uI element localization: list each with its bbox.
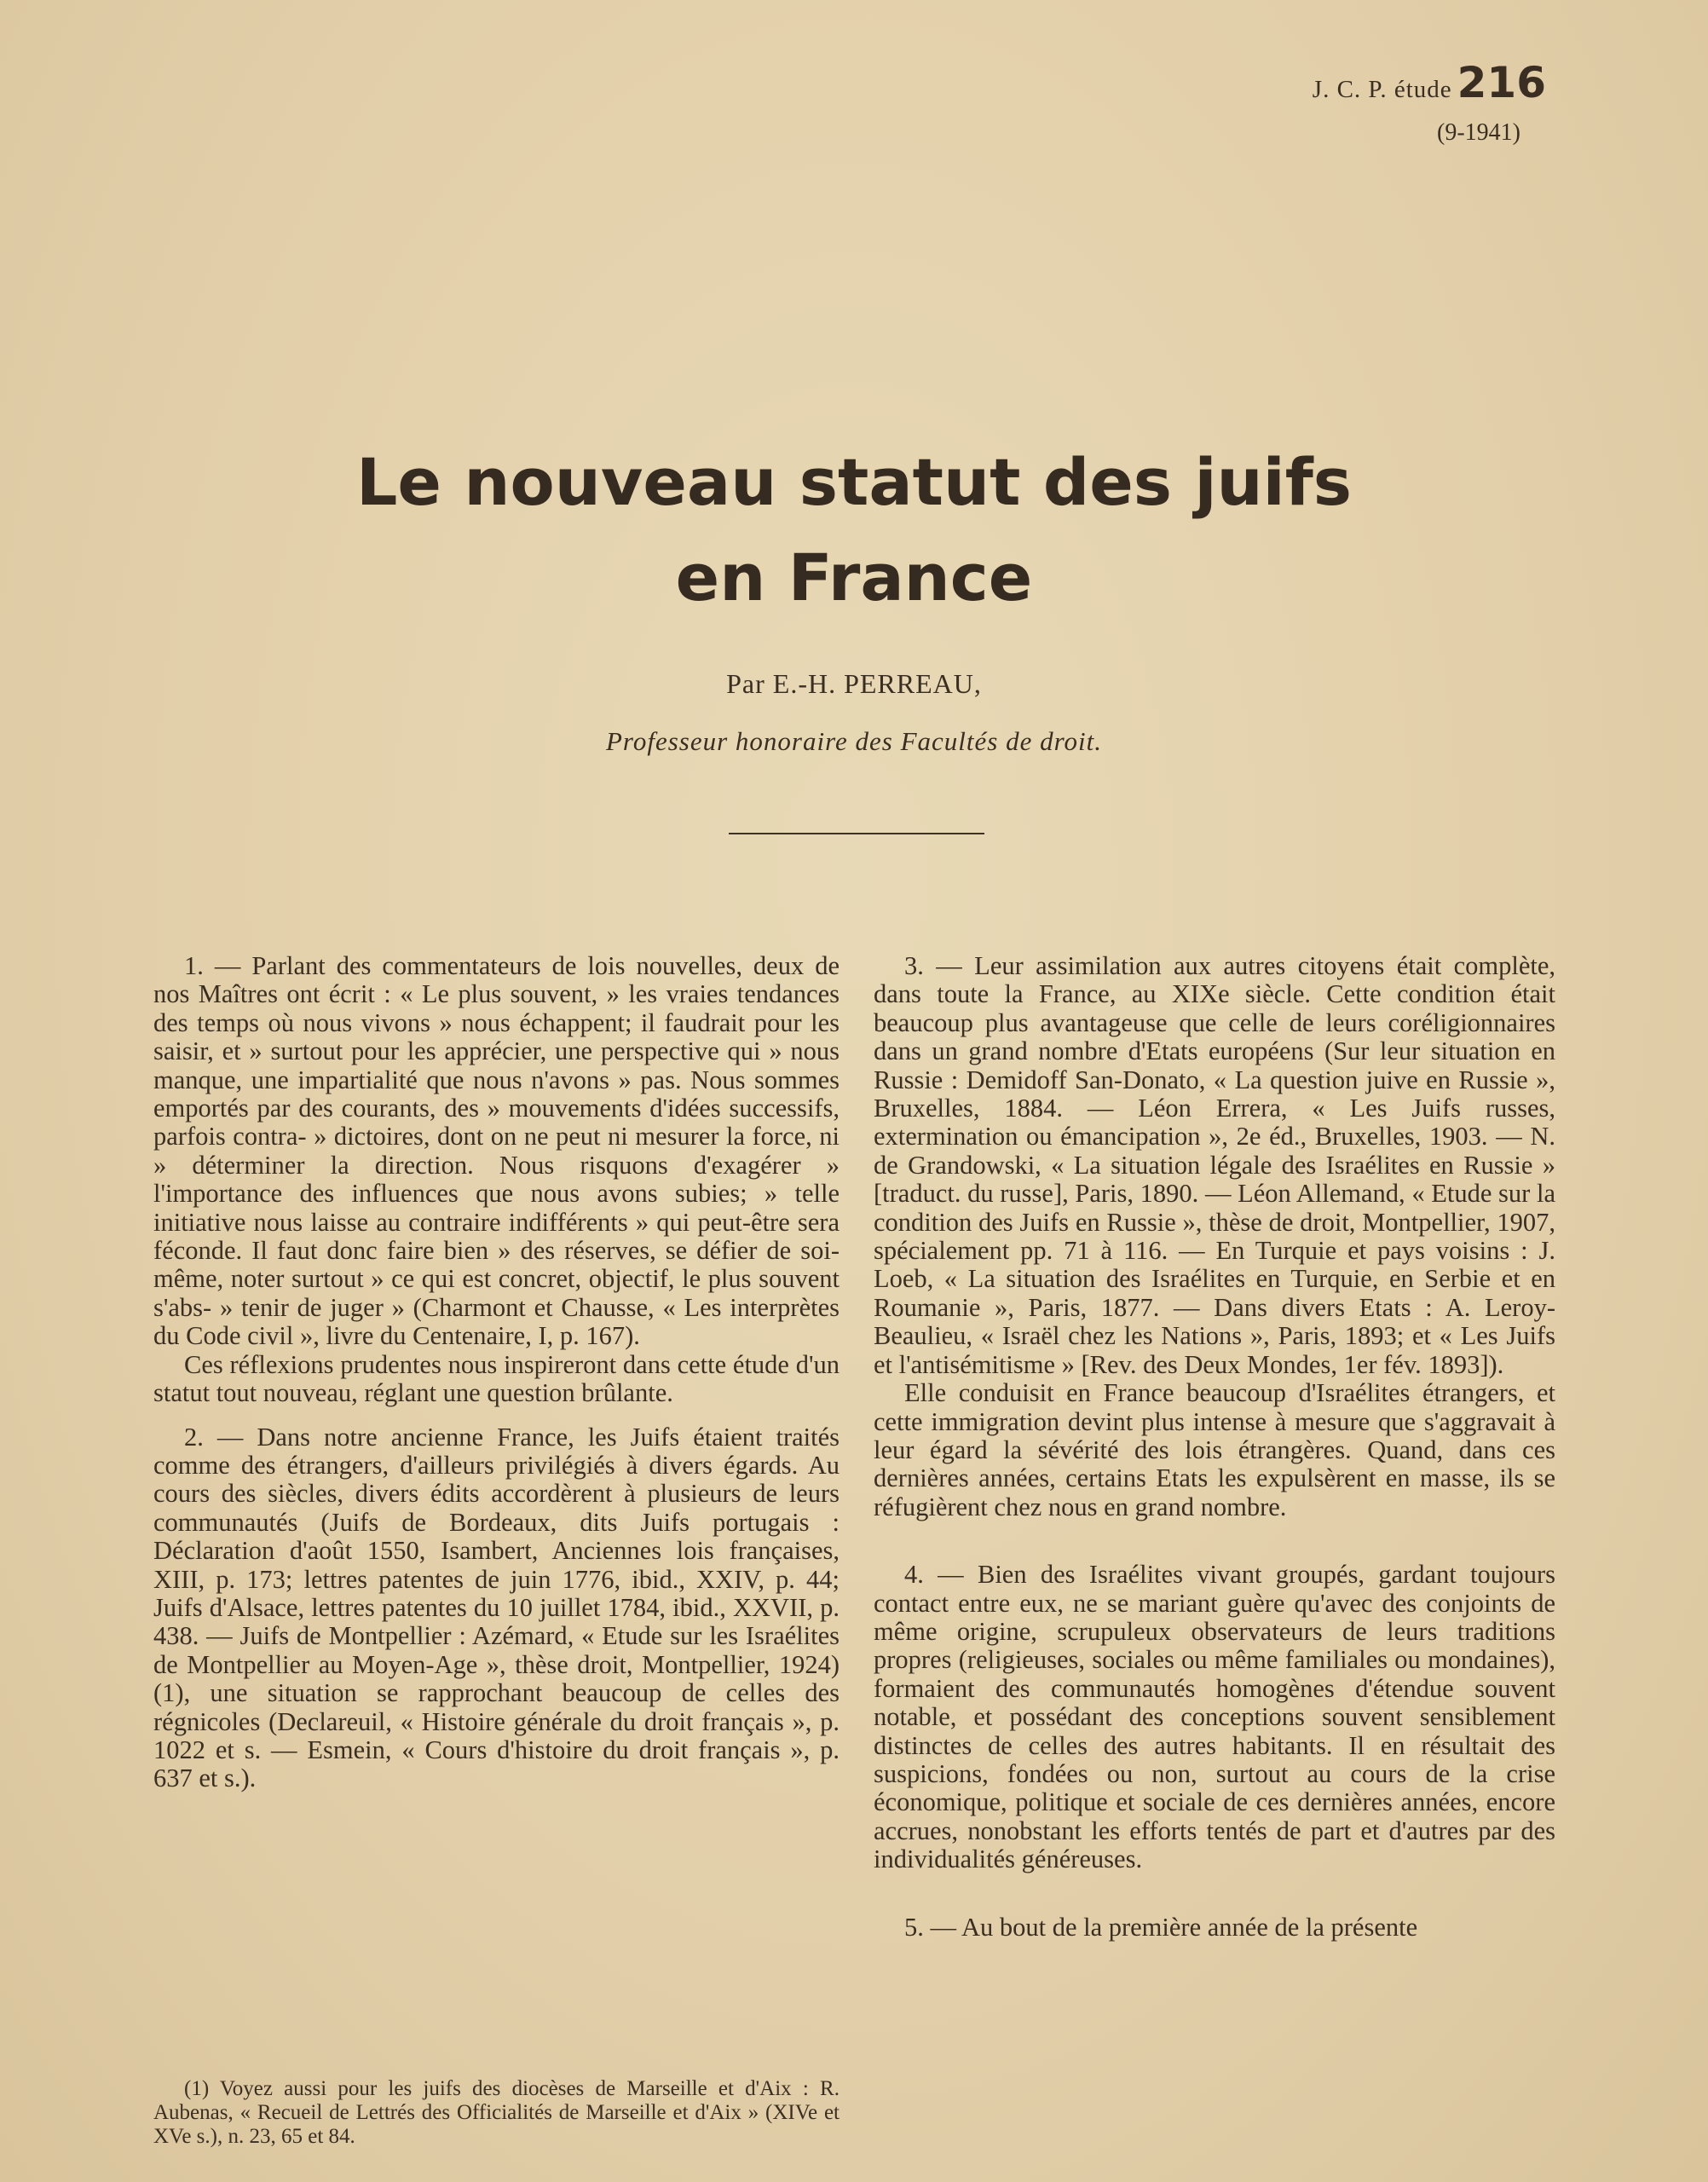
left-column bbox=[153, 952, 840, 1793]
footnote-text: (1) Voyez aussi pour les juifs des diocèses de Marseille et d'Aix : R. Aubenas, « Recueil de Lettrés des Officialités de Marseille et d'Aix » (XIVe et XVe s.), n. 23, 65 et 84. bbox=[153, 2077, 840, 2148]
paragraph-3-continued: Elle conduisit en France beaucoup d'Israélites étrangers, et cette immigration devint plus intense à mesure que s'aggravait à leur égard la sévérité des lois étrangères. Quand, dans ces dernières années, certains Etats les expulsèrent en masse, ils se réfugièrent chez nous en grand nombre. bbox=[874, 1378, 1555, 1521]
paragraph-1-continued: Ces réflexions prudentes nous inspireront dans cette étude d'un statut tout nouveau, réglant une question brûlante. bbox=[153, 1349, 840, 1408]
title-line-1: Le nouveau statut des juifs bbox=[355, 444, 1353, 520]
paragraph-5: 5. — Au bout de la première année de la présente bbox=[904, 1912, 1418, 1942]
journal-ref-label: J. C. P. étude bbox=[1312, 76, 1452, 103]
title-divider bbox=[729, 833, 984, 834]
right-column bbox=[874, 952, 1555, 1942]
issue-date: (9-1941) bbox=[1437, 119, 1520, 146]
title-line-2: en France bbox=[675, 540, 1033, 615]
journal-reference bbox=[1313, 58, 1546, 107]
paragraph-3: 3. — Leur assimilation aux autres citoyens était complète, dans toute la France, au XIXe siècle. Cette condition était beaucoup plus avantageuse que celle de leurs coréligionnaires dans un grand nombre d'Etats européens (Sur leur situation en Russie : Demidoff San-Donato, « La question juive en Russie », Bruxelles, 1884. — Léon Errera, « Les Juifs russes, extermination ou émancipation », 2e éd., Bruxelles, 1903. — N. de Grandowski, « La situation légale des Israélites en Russie » [traduct. du russe], Paris, 1890. — Léon Allemand, « Etude sur la condition des Juifs en Russie », thèse de droit, Montpellier, 1907, spécialement pp. 71 à 116. — En Turquie et pays voisins : J. Loeb, « La situation des Israélites en Turquie, en Serbie et en Roumanie », Paris, 1877. — Dans divers Etats : A. Leroy-Beaulieu, « Israël chez les Nations », Paris, 1893; et « Les Juifs et l'antisémitisme » [Rev. des Deux Mondes, 1er fév. 1893]). bbox=[874, 951, 1555, 1379]
study-number: 216 bbox=[1457, 58, 1546, 107]
author-affiliation: Professeur honoraire des Facultés de droit. bbox=[606, 726, 1102, 756]
paragraph-4: 4. — Bien des Israélites vivant groupés, gardant toujours contact entre eux, ne se mariant guère qu'avec des conjoints de même origine, scrupuleux observateurs de leurs traditions propres (religieuses, sociales ou même familiales ou mondaines), formaient des communautés homogènes d'étendue souvent notable, et possédant des conceptions souvent sensiblement distinctes de celles des autres habitants. Il en résultait des suspicions, fondées ou non, surtout au cours de la crise économique, politique et sociale de ces dernières années, encore accrues, nonobstant les efforts tentés de part et d'autres par des individualités généreuses. bbox=[874, 1560, 1555, 1874]
paragraph-2: 2. — Dans notre ancienne France, les Juifs étaient traités comme des étrangers, d'ailleurs privilégiés à divers égards. Au cours des siècles, divers édits accordèrent à plusieurs de leurs communautés (Juifs de Bordeaux, dits Juifs portugais : Déclaration d'août 1550, Isambert, Anciennes lois françaises, XIII, p. 173; lettres patentes de juin 1776, ibid., XXIV, p. 44; Juifs d'Alsace, lettres patentes du 10 juillet 1784, ibid., XXVII, p. 438. — Juifs de Montpellier : Azémard, « Etude sur les Israélites de Montpellier au Moyen-Age », thèse droit, Montpellier, 1924) (1), une situation se rapprochant beaucoup de celles des régnicoles (Declareuil, « Histoire générale du droit français », p. 1022 et s. — Esmein, « Cours d'histoire du droit français », p. 637 et s.). bbox=[153, 1422, 840, 1793]
paragraph-1: 1. — Parlant des commentateurs de lois nouvelles, deux de nos Maîtres ont écrit : « Le plus souvent, » les vraies tendances des temps où nous vivons » nous échappent; il faudrait pour les saisir, et » surtout pour les apprécier, une perspective qui » nous manque, une impartialité que nous n'avons » pas. Nous sommes emportés par des courants, des » mouvements d'idées successifs, parfois contra- » dictoires, dont on ne peut ni mesurer la force, ni » déterminer la direction. Nous risquons d'exagérer » l'importance des influences que nous avons subies; » telle initiative nous laisse au contraire indifférents » qui peut-être sera féconde. Il faut donc faire bien » des réserves, se défier de soi-même, noter surtout » ce qui est concret, objectif, le plus souvent s'abs- » tenir de juger » (Charmont et Chausse, « Les interprètes du Code civil », livre du Centenaire, I, p. 167). bbox=[153, 951, 840, 1351]
article-title bbox=[0, 435, 1708, 626]
footnote bbox=[153, 2077, 840, 2149]
author-byline: Par E.-H. PERREAU, bbox=[726, 668, 982, 699]
